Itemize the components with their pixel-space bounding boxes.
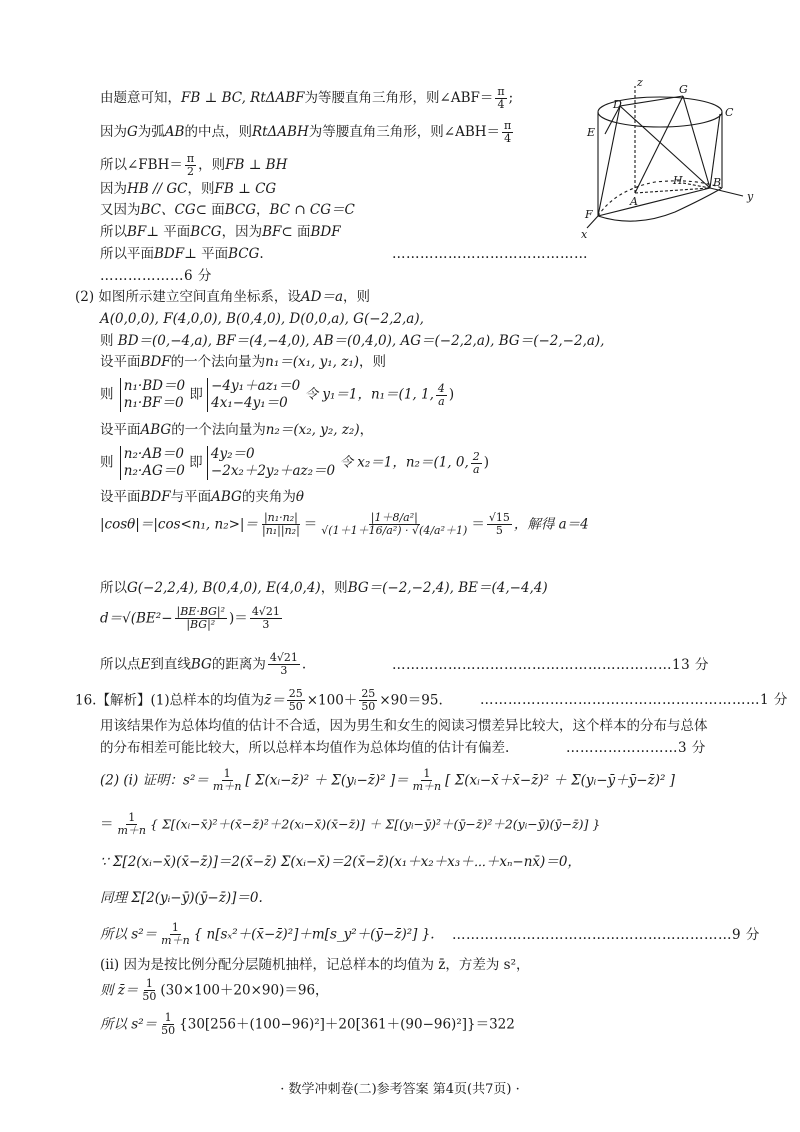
label-H: H xyxy=(673,174,683,187)
label-G: G xyxy=(679,83,688,96)
proof-cross-term-zero: ∵ Σ[2(xᵢ−x̄)(x̄−z̄)]＝2(x̄−z̄) Σ(xᵢ−x̄)＝2(x̄−z̄)(x₁＋x₂＋x₃＋⋯＋xₙ−nx̄)＝0， xyxy=(100,854,581,870)
angle-intro: 设平面BDF与平面ABG的夹角为θ xyxy=(100,489,304,505)
fraction-pi-4: $\frac{\pi}{4}$ xyxy=(504,119,512,145)
label-x: x xyxy=(581,228,588,241)
proof-line-6: 所以BF⊥ 平面BCG，因为BF⊂ 面BDF xyxy=(100,224,341,240)
q16-explain-1: 用该结果作为总体均值的估计不合适，因为男生和女生的阅读习惯差异比较大，这个样本的分布与总体 xyxy=(100,718,708,734)
part2-line-1: (2) 如图所示建立空间直角坐标系，设AD＝a，则 xyxy=(75,289,371,305)
proof-result: 所以 s²＝ $\frac{1}{m+n}$ { n[sₓ²＋(x̄−z̄)²]＋m[s_y²＋(ȳ−z̄)²] }. xyxy=(100,921,435,947)
page-footer: · 数学冲刺卷(二)参考答案 第4页(共7页) · xyxy=(280,1082,520,1097)
proof-line-7: 所以平面BDF⊥ 平面BCG. xyxy=(100,246,264,262)
proof-line-3: 所以∠FBH＝ $\frac{\pi}{2}$ ，则FB ⊥ BH xyxy=(100,152,288,178)
leader-dots: …………………………………… xyxy=(392,246,588,262)
q16-explain-2: 的分布相差可能比较大，所以总样本均值作为总体均值的估计有偏差. xyxy=(100,740,510,756)
edge-DB xyxy=(620,106,710,188)
part-ii-mean: 则 z̄＝ $\frac{1}{50}$ (30×100＋20×90)＝96， xyxy=(100,977,329,1003)
label-B: B xyxy=(713,176,722,189)
proof-line-2: 因为G为弧AB的中点，则RtΔABH为等腰直角三角形，则∠ABH＝ $\frac{\pi}{4}$ xyxy=(100,119,512,145)
label-D: D xyxy=(613,98,622,111)
distance-formula: d＝√(BE²− $\frac{\text{|BE·BG|²}}{\text{|BG|²}}$ )＝ $\frac{4√21}{3}$ xyxy=(100,605,280,631)
proof-line-5: 又因为BC、CG⊂ 面BCG，BC ∩ CG＝C xyxy=(100,202,355,218)
score-1: ……………………………………………………1 分 xyxy=(480,692,788,708)
part-ii-variance: 所以 s²＝ $\frac{1}{50}$ {30[256＋(100−96)²]＋20[361＋(90−96)²]}＝322 xyxy=(100,1011,515,1037)
edge-FD xyxy=(598,106,620,216)
edge-GB xyxy=(683,96,710,188)
label-A: A xyxy=(630,195,638,208)
score-6: ………………6 分 xyxy=(100,268,212,284)
proof-variance-2: ＝ $\frac{1}{m+n}$ { Σ[(xᵢ−x̄)²＋(x̄−z̄)²＋2(xᵢ−x̄)(x̄−z̄)] ＋ Σ[(yᵢ−ȳ)²＋(ȳ−z̄)²＋2(yᵢ−ȳ)(ȳ−z̄)] } xyxy=(100,811,601,837)
proof-line-4: 因为HB // GC，则FB ⊥ CG xyxy=(100,181,277,197)
normal-n2-intro: 设平面ABG的一个法向量为n₂＝(x₂, y₂, z₂)， xyxy=(100,422,374,438)
proof-variance-1: (2) (i) 证明：s²＝ $\frac{1}{m+n}$ [ Σ(xᵢ−z̄)² ＋ Σ(yᵢ−z̄)² ]＝ $\frac{1}{m+n}$ [ Σ(xᵢ−x̄＋x̄−z̄)² ＋ Σ(yᵢ−ȳ＋ȳ−z̄)² ] xyxy=(100,767,675,793)
q16-mean: 16.【解析】(1)总样本的均值为z̄＝ $\frac{25}{50}$ ×100＋ $\frac{25}{50}$ ×90＝95. xyxy=(75,687,443,713)
coordinates-line: A(0,0,0), F(4,0,0), B(0,4,0), D(0,0,a), G(−2,2,a), xyxy=(100,311,424,327)
distance-result: 所以点E到直线BG的距离为 $\frac{4√21}{3}$ . xyxy=(100,651,307,677)
score-3: ……………………3 分 xyxy=(566,740,706,756)
part-ii-intro: (ii) 因为是按比例分配分层随机抽样，记总样本的均值为 z̄，方差为 s²， xyxy=(100,957,530,973)
cylinder-figure xyxy=(575,78,770,243)
fraction-pi-2: $\frac{\pi}{2}$ xyxy=(186,152,195,178)
points-line: 所以G(−2,2,4), B(0,4,0), E(4,0,4)，则BG＝(−2,−2,4), BE＝(4,−4,4) xyxy=(100,580,548,596)
label-z: z xyxy=(637,78,643,89)
label-C: C xyxy=(725,106,734,119)
normal-n1-system: 则 n₁·BD＝0 n₁·BF＝0 即 −4y₁＋az₁＝0 4x₁−4y₁＝0 令 y₁＝1，n₁＝(1, 1, $\frac{4}{a}$ ) xyxy=(100,378,455,411)
normal-n2-system: 则 n₂·AB＝0 n₂·AG＝0 即 4y₂＝0 −2x₂＋2y₂＋az₂＝0 令 x₂＝1，n₂＝(1, 0, $\frac{2}{a}$ ) xyxy=(100,446,490,479)
proof-similarly: 同理 Σ[2(yᵢ−ȳ)(ȳ−z̄)]＝0. xyxy=(100,890,263,906)
proof-line-1: 由题意可知，FB ⊥ BC, RtΔABF为等腰直角三角形，则∠ABF＝ $\frac{\pi}{4}$ ; xyxy=(100,85,514,111)
score-13: ……………………………………………………13 分 xyxy=(392,657,709,673)
label-y: y xyxy=(747,190,754,203)
score-9: ……………………………………………………9 分 xyxy=(452,927,760,943)
label-F: F xyxy=(585,208,593,221)
normal-n1-intro: 设平面BDF的一个法向量为n₁＝(x₁, y₁, z₁)，则 xyxy=(100,354,387,370)
edge-FB xyxy=(598,188,710,216)
vectors-line: 则 BD＝(0,−4,a), BF＝(4,−4,0), AB＝(0,4,0), AG＝(−2,2,a), BG＝(−2,−2,a), xyxy=(100,333,605,349)
label-E: E xyxy=(587,126,596,139)
bottom-front-arc xyxy=(598,188,722,221)
fraction-pi-4: $\frac{\pi}{4}$ xyxy=(497,85,505,111)
cos-equation: |cosθ|＝|cos<n₁, n₂>|＝ $\frac{\text{|n₁·n₂|}}{\text{|n₁||n₂|}}$ ＝ $\frac{\text{|1＋8/a²|}}{\text{√(1＋1＋16/a²) · √(4/a²＋1)}}$ ＝ $\frac{√15}{5}$ ，解得 a＝4 xyxy=(100,511,589,537)
